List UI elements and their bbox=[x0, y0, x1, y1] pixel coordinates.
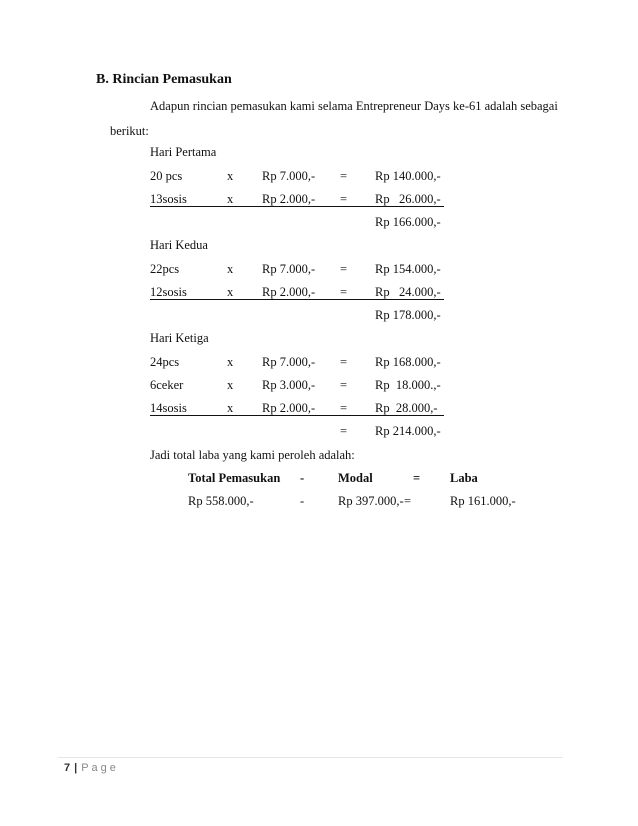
income-row bbox=[150, 192, 450, 212]
income-row bbox=[150, 378, 450, 398]
row-op: x bbox=[227, 378, 234, 392]
value-total-income: Rp 558.000,- bbox=[188, 494, 254, 508]
row-price: Rp 7.000,- bbox=[262, 262, 316, 276]
row-op: x bbox=[227, 169, 234, 183]
row-price: Rp 7.000,- bbox=[262, 169, 316, 183]
income-row bbox=[150, 169, 450, 189]
header-equals: = bbox=[413, 471, 421, 485]
row-item: 22pcs bbox=[150, 262, 180, 276]
row-price: Rp 2.000,- bbox=[262, 285, 316, 299]
header-minus: - bbox=[300, 471, 305, 485]
day-title: Hari Kedua bbox=[150, 238, 208, 252]
day-sum: Rp 178.000,- bbox=[375, 308, 441, 322]
row-total: Rp 168.000,- bbox=[375, 355, 441, 369]
day-title: Hari Pertama bbox=[150, 145, 217, 159]
row-op: x bbox=[227, 355, 234, 369]
row-op: x bbox=[227, 192, 234, 206]
day-title: Hari Ketiga bbox=[150, 331, 209, 345]
row-total: Rp 28.000,- bbox=[375, 401, 438, 415]
row-eq: = bbox=[340, 262, 348, 276]
underline-divider bbox=[150, 299, 444, 300]
page-label: Page bbox=[81, 762, 119, 774]
row-eq: = bbox=[340, 192, 348, 206]
row-op: x bbox=[227, 401, 234, 415]
income-row bbox=[150, 262, 450, 282]
underline-divider bbox=[150, 206, 444, 207]
footer-separator: | bbox=[74, 762, 78, 774]
day-sum-eq: = bbox=[340, 424, 348, 438]
row-total: Rp 140.000,- bbox=[375, 169, 441, 183]
row-item: 12sosis bbox=[150, 285, 187, 299]
header-total-income: Total Pemasukan bbox=[188, 471, 281, 485]
row-total: Rp 18.000.,- bbox=[375, 378, 441, 392]
row-op: x bbox=[227, 262, 234, 276]
row-eq: = bbox=[340, 169, 348, 183]
row-price: Rp 2.000,- bbox=[262, 192, 316, 206]
value-minus: - bbox=[300, 494, 305, 508]
intro-paragraph-line2: berikut: bbox=[110, 124, 149, 138]
value-capital: Rp 397.000,- bbox=[338, 494, 404, 508]
income-row bbox=[150, 401, 450, 421]
page-footer bbox=[64, 762, 119, 774]
row-price: Rp 2.000,- bbox=[262, 401, 316, 415]
row-item: 6ceker bbox=[150, 378, 184, 392]
row-item: 14sosis bbox=[150, 401, 187, 415]
header-profit: Laba bbox=[450, 471, 478, 485]
row-eq: = bbox=[340, 401, 348, 415]
row-eq: = bbox=[340, 285, 348, 299]
row-item: 13sosis bbox=[150, 192, 187, 206]
row-price: Rp 7.000,- bbox=[262, 355, 316, 369]
day-sum: Rp 166.000,- bbox=[375, 215, 441, 229]
row-eq: = bbox=[340, 378, 348, 392]
value-equals: = bbox=[404, 494, 412, 508]
income-row bbox=[150, 285, 450, 305]
day-sum: Rp 214.000,- bbox=[375, 424, 441, 438]
row-item: 20 pcs bbox=[150, 169, 183, 183]
row-item: 24pcs bbox=[150, 355, 180, 369]
section-heading: B. Rincian Pemasukan bbox=[96, 72, 232, 87]
intro-paragraph-line1: Adapun rincian pemasukan kami selama Entrepreneur Days ke-61 adalah sebagai bbox=[150, 99, 558, 113]
header-capital: Modal bbox=[338, 471, 373, 485]
income-row bbox=[150, 355, 450, 375]
underline-divider bbox=[150, 415, 444, 416]
row-price: Rp 3.000,- bbox=[262, 378, 316, 392]
row-op: x bbox=[227, 285, 234, 299]
row-total: Rp 24.000,- bbox=[375, 285, 441, 299]
summary-intro: Jadi total laba yang kami peroleh adalah: bbox=[150, 448, 355, 462]
row-eq: = bbox=[340, 355, 348, 369]
row-total: Rp 26.000,- bbox=[375, 192, 441, 206]
value-profit: Rp 161.000,- bbox=[450, 494, 516, 508]
page-number: 7 bbox=[64, 762, 71, 774]
footer-divider bbox=[58, 757, 563, 758]
row-total: Rp 154.000,- bbox=[375, 262, 441, 276]
